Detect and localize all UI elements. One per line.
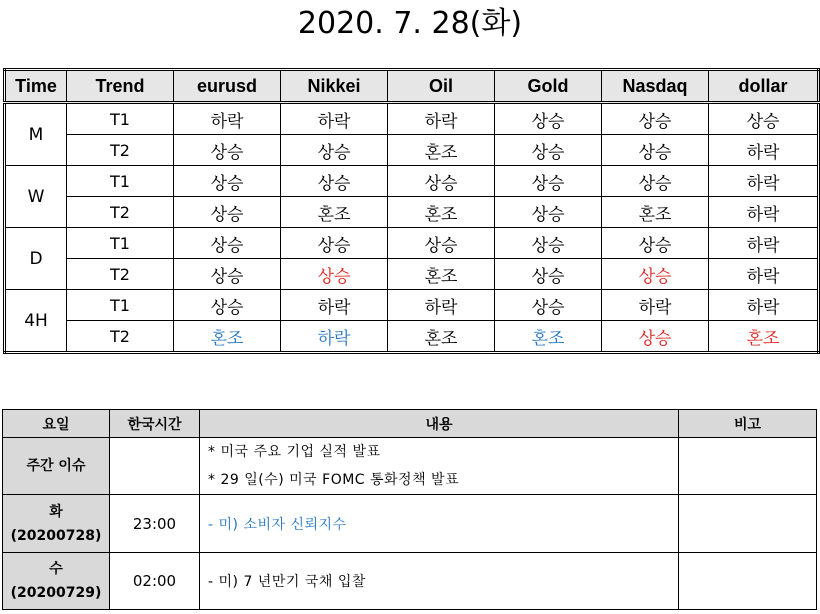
value-cell: 상승 (602, 135, 709, 166)
table-row (5, 321, 819, 353)
value-cell: 상승 (174, 259, 281, 290)
time-frame-cell: M (5, 103, 67, 166)
schedule-header-cell: 요일 (3, 410, 110, 438)
value-cell: 상승 (495, 135, 602, 166)
value-cell: 혼조 (388, 197, 495, 228)
column-header-nikkei: Nikkei (281, 70, 388, 103)
table-row (5, 259, 819, 290)
value-cell: 혼조 (602, 197, 709, 228)
schedule-content: - 미) 7 년만기 국채 입찰 (200, 553, 679, 610)
value-cell: 하락 (709, 135, 819, 166)
schedule-day-date: (20200728) (10, 527, 102, 544)
value-cell: 하락 (709, 166, 819, 197)
value-cell: 상승 (174, 135, 281, 166)
weekly-issue-line: * 미국 주요 기업 실적 발표 (208, 444, 381, 460)
column-header-oil: Oil (388, 70, 495, 103)
value-cell: 상승 (174, 228, 281, 259)
schedule-day-name: 화 (49, 503, 63, 520)
trend-table (3, 68, 820, 354)
value-cell: 상승 (602, 259, 709, 290)
schedule-header-cell: 비고 (679, 410, 817, 438)
table-row (5, 103, 819, 135)
schedule-day-date: (20200729) (10, 585, 102, 601)
trend-cell: T1 (67, 228, 174, 259)
value-cell: 혼조 (495, 321, 602, 353)
schedule-header-cell: 내용 (200, 410, 679, 438)
column-header-time: Time (5, 70, 67, 103)
column-header-dollar: dollar (709, 70, 819, 103)
value-cell: 하락 (709, 290, 819, 321)
trend-header-row (5, 70, 819, 103)
trend-cell: T2 (67, 135, 174, 166)
weekly-issue-label: 주간 이슈 (3, 438, 110, 495)
column-header-trend: Trend (67, 70, 174, 103)
table-row (5, 290, 819, 321)
page-title: 2020. 7. 28(화) (297, 6, 523, 41)
value-cell: 혼조 (388, 321, 495, 353)
value-cell: 상승 (281, 259, 388, 290)
schedule-header-row (3, 410, 817, 438)
table-row (5, 166, 819, 197)
value-cell: 상승 (602, 321, 709, 353)
value-cell: 하락 (709, 197, 819, 228)
value-cell: 상승 (388, 166, 495, 197)
trend-cell: T1 (67, 166, 174, 197)
schedule-content: - 미) 소비자 신뢰지수 (200, 495, 679, 553)
value-cell: 혼조 (281, 197, 388, 228)
value-cell: 상승 (495, 228, 602, 259)
trend-cell: T1 (67, 103, 174, 135)
weekly-issue-note (679, 438, 817, 495)
table-row (5, 135, 819, 166)
weekly-issue-line: * 29 일(수) 미국 FOMC 통화정책 발표 (208, 472, 460, 488)
value-cell: 상승 (602, 103, 709, 135)
value-cell: 상승 (281, 228, 388, 259)
value-cell: 하락 (281, 103, 388, 135)
weekly-issue-row (3, 438, 817, 495)
value-cell: 하락 (709, 259, 819, 290)
value-cell: 하락 (281, 290, 388, 321)
time-frame-cell: W (5, 166, 67, 228)
column-header-nasdaq: Nasdaq (602, 70, 709, 103)
value-cell: 상승 (495, 166, 602, 197)
value-cell: 혼조 (388, 259, 495, 290)
schedule-row-wed (3, 553, 817, 610)
value-cell: 상승 (495, 259, 602, 290)
column-header-gold: Gold (495, 70, 602, 103)
weekly-issue-time (110, 438, 200, 495)
value-cell: 상승 (281, 166, 388, 197)
schedule-header-cell: 한국시간 (110, 410, 200, 438)
value-cell: 상승 (174, 290, 281, 321)
value-cell: 상승 (602, 166, 709, 197)
schedule-note (679, 553, 817, 610)
value-cell: 상승 (388, 228, 495, 259)
value-cell: 상승 (602, 228, 709, 259)
value-cell: 혼조 (709, 321, 819, 353)
schedule-row-tue (3, 495, 817, 553)
value-cell: 상승 (709, 103, 819, 135)
trend-cell: T1 (67, 290, 174, 321)
time-frame-cell: D (5, 228, 67, 290)
value-cell: 하락 (281, 321, 388, 353)
value-cell: 상승 (174, 197, 281, 228)
schedule-time: 23:00 (110, 495, 200, 553)
trend-cell: T2 (67, 321, 174, 353)
schedule-table (2, 409, 817, 610)
weekly-issue-content (200, 438, 679, 495)
schedule-day-name: 수 (49, 561, 63, 577)
value-cell: 상승 (281, 135, 388, 166)
value-cell: 하락 (709, 228, 819, 259)
value-cell: 혼조 (388, 135, 495, 166)
value-cell: 상승 (174, 166, 281, 197)
value-cell: 상승 (495, 290, 602, 321)
value-cell: 혼조 (174, 321, 281, 353)
time-frame-cell: 4H (5, 290, 67, 353)
value-cell: 상승 (495, 103, 602, 135)
schedule-note (679, 495, 817, 553)
value-cell: 하락 (602, 290, 709, 321)
trend-cell: T2 (67, 259, 174, 290)
table-row (5, 197, 819, 228)
schedule-day (3, 495, 110, 553)
table-row (5, 228, 819, 259)
trend-cell: T2 (67, 197, 174, 228)
column-header-eurusd: eurusd (174, 70, 281, 103)
schedule-time: 02:00 (110, 553, 200, 610)
schedule-day (3, 553, 110, 610)
value-cell: 하락 (388, 290, 495, 321)
value-cell: 하락 (174, 103, 281, 135)
value-cell: 상승 (495, 197, 602, 228)
value-cell: 하락 (388, 103, 495, 135)
